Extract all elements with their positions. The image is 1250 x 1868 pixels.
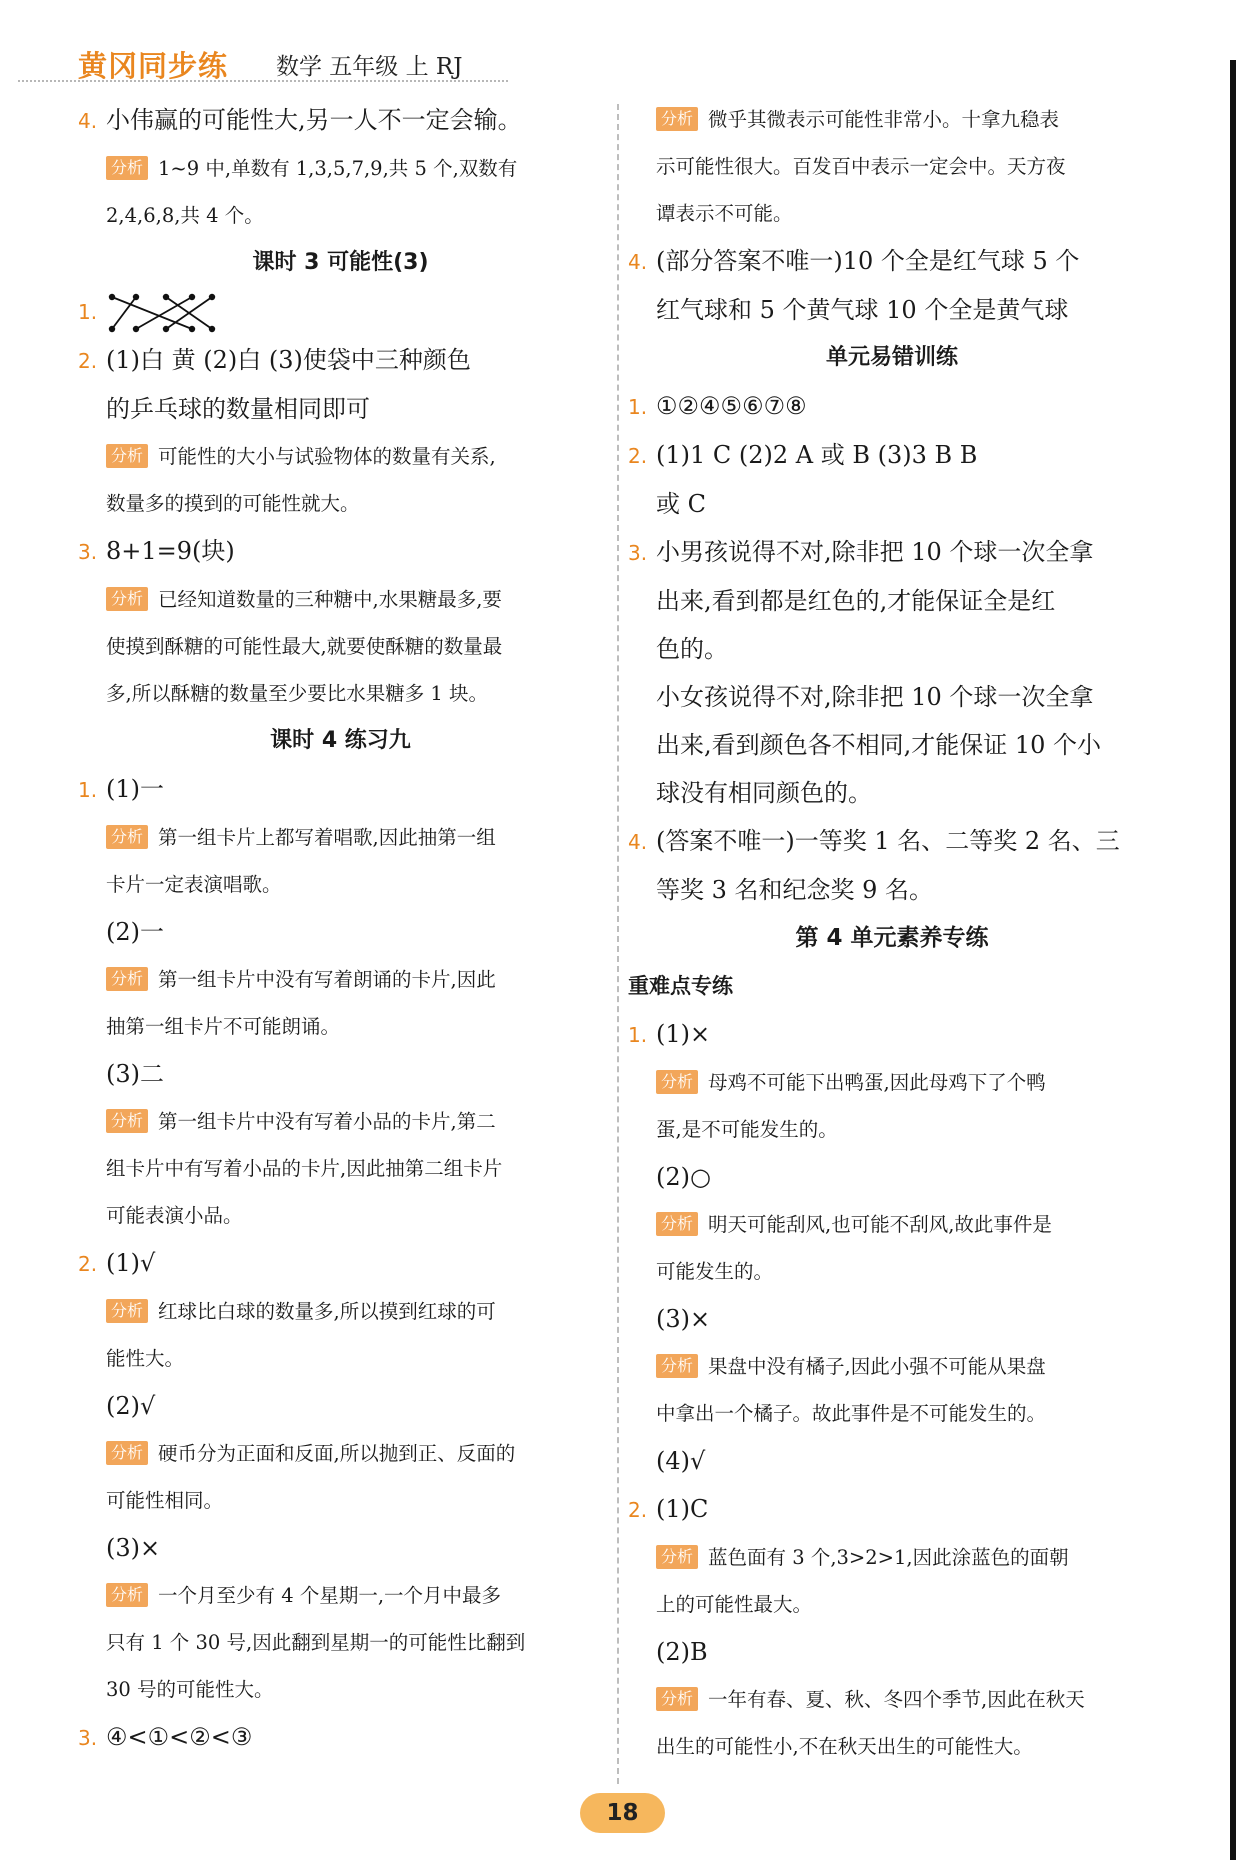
analysis-line (628, 1248, 1156, 1295)
analysis-line (78, 670, 603, 717)
answer-line (628, 721, 1156, 769)
analysis-line (78, 861, 603, 908)
analysis-text: 中拿出一个橘子。故此事件是不可能发生的。 (656, 1402, 1047, 1425)
answer-text: 或 C (656, 490, 706, 518)
answer-text: (4)√ (656, 1447, 706, 1475)
answer-text: (1)一 (106, 775, 164, 803)
analysis-text: 谭表示不可能。 (656, 202, 793, 225)
analysis-text: 可能表演小品。 (106, 1204, 243, 1227)
analysis-text: 蛋,是不可能发生的。 (656, 1118, 838, 1141)
section-title (628, 962, 1156, 1010)
question-number: 3. (78, 540, 98, 564)
answer-text: 球没有相同颜色的。 (656, 779, 872, 807)
answer-line (628, 866, 1156, 914)
answer-line (78, 908, 603, 956)
analysis-line (78, 576, 603, 623)
question-number: 1. (78, 778, 98, 802)
analysis-tag: 分析 (656, 1212, 698, 1236)
analysis-text: 可能性的大小与试验物体的数量有关系, (158, 445, 496, 468)
matching-dot (163, 293, 169, 299)
section-title-text: 课时 3 可能性(3) (252, 250, 429, 275)
analysis-line (78, 1477, 603, 1524)
analysis-tag: 分析 (106, 967, 148, 991)
matching-dot (133, 293, 139, 299)
answer-line (628, 1153, 1156, 1201)
section-title-text: 单元易错训练 (825, 345, 958, 370)
analysis-text: 示可能性很大。百发百中表示一定会中。天方夜 (656, 155, 1066, 178)
question-number: 3. (78, 1726, 98, 1750)
answer-text: (3)× (656, 1305, 711, 1333)
answer-text: (答案不唯一)一等奖 1 名、二等奖 2 名、三 (656, 827, 1120, 855)
analysis-tag: 分析 (106, 1441, 148, 1465)
answer-text: (部分答案不唯一)10 个全是红气球 5 个 (656, 247, 1080, 275)
analysis-text: 第一组卡片上都写着唱歌,因此抽第一组 (158, 826, 496, 849)
analysis-line (78, 956, 603, 1003)
analysis-text: 果盘中没有橘子,因此小强不可能从果盘 (708, 1355, 1046, 1378)
answer-text: 小男孩说得不对,除非把 10 个球一次全拿 (656, 538, 1094, 566)
answer-text: (1)C (656, 1495, 709, 1523)
section-title (78, 239, 603, 287)
matching-dot (209, 325, 215, 331)
analysis-text: 使摸到酥糖的可能性最大,就要使酥糖的数量最 (106, 635, 503, 658)
analysis-line (628, 1581, 1156, 1628)
analysis-line (78, 480, 603, 527)
answer-line (78, 96, 603, 145)
answer-line (628, 382, 1156, 431)
analysis-line (78, 1430, 603, 1477)
answer-line (78, 1239, 603, 1288)
analysis-text: 能性大。 (106, 1347, 185, 1370)
answer-text: ④<①<②<③ (106, 1723, 253, 1751)
answer-text: (1)白 黄 (2)白 (3)使袋中三种颜色 (106, 346, 471, 374)
answer-line (628, 1485, 1156, 1534)
answer-line (78, 1050, 603, 1098)
analysis-text: 30 号的可能性大。 (106, 1678, 274, 1701)
analysis-text: 出生的可能性小,不在秋天出生的可能性大。 (656, 1735, 1033, 1758)
section-title-text: 重难点专练 (628, 974, 733, 998)
answer-line (628, 237, 1156, 286)
analysis-text: 一年有春、夏、秋、冬四个季节,因此在秋天 (708, 1688, 1085, 1711)
answer-text: (2)一 (106, 918, 164, 946)
analysis-line (78, 1288, 603, 1335)
answer-line (628, 1437, 1156, 1485)
analysis-text: 硬币分为正面和反面,所以抛到正、反面的 (158, 1442, 516, 1465)
answer-text: 小女孩说得不对,除非把 10 个球一次全拿 (656, 683, 1094, 711)
analysis-line (78, 1003, 603, 1050)
analysis-line (78, 1335, 603, 1382)
answer-line (628, 625, 1156, 673)
question-number: 4. (628, 250, 648, 274)
answer-line (628, 817, 1156, 866)
answer-text: 等奖 3 名和纪念奖 9 名。 (656, 876, 934, 904)
analysis-text: 卡片一定表演唱歌。 (106, 873, 282, 896)
question-number: 1. (628, 1023, 648, 1047)
header-divider (18, 80, 508, 82)
analysis-line (628, 1534, 1156, 1581)
section-title-text: 课时 4 练习九 (270, 728, 411, 753)
page-number: 18 (580, 1793, 665, 1833)
analysis-text: 一个月至少有 4 个星期一,一个月中最多 (158, 1584, 502, 1607)
answer-line (78, 336, 603, 385)
analysis-line (78, 1572, 603, 1619)
analysis-text: 上的可能性最大。 (656, 1593, 813, 1616)
analysis-line (78, 1098, 603, 1145)
analysis-line (78, 1145, 603, 1192)
matching-line (136, 297, 192, 329)
answer-text: ①②④⑤⑥⑦⑧ (656, 392, 807, 420)
analysis-line (78, 145, 603, 192)
analysis-tag: 分析 (106, 156, 148, 180)
question-number: 1. (78, 300, 98, 324)
question-number: 4. (628, 830, 648, 854)
analysis-text: 第一组卡片中没有写着小品的卡片,第二 (158, 1110, 496, 1133)
section-title (628, 914, 1156, 962)
analysis-line (628, 1106, 1156, 1153)
analysis-line (628, 1059, 1156, 1106)
answer-text: 出来,看到颜色各不相同,才能保证 10 个小 (656, 731, 1102, 759)
analysis-line (78, 1666, 603, 1713)
analysis-tag: 分析 (106, 1583, 148, 1607)
analysis-tag: 分析 (106, 1299, 148, 1323)
analysis-text: 已经知道数量的三种糖中,水果糖最多,要 (158, 588, 502, 611)
answer-line (628, 769, 1156, 817)
analysis-text: 母鸡不可能下出鸭蛋,因此母鸡下了个鸭 (708, 1071, 1046, 1094)
answer-text: (1)1 C (2)2 A 或 B (3)3 B B (656, 441, 978, 469)
question-number: 3. (628, 541, 648, 565)
analysis-tag: 分析 (656, 1354, 698, 1378)
analysis-text: 数量多的摸到的可能性就大。 (106, 492, 360, 515)
section-title-text: 第 4 单元素养专练 (795, 925, 989, 951)
analysis-line (78, 433, 603, 480)
analysis-line (628, 1723, 1156, 1770)
analysis-tag: 分析 (656, 1070, 698, 1094)
question-number: 4. (78, 109, 98, 133)
answer-text: (1)× (656, 1020, 711, 1048)
matching-dot (133, 325, 139, 331)
matching-dot (189, 293, 195, 299)
analysis-line (78, 1192, 603, 1239)
answer-line (78, 1524, 603, 1572)
answer-line (78, 385, 603, 433)
analysis-text: 组卡片中有写着小品的卡片,因此抽第二组卡片 (106, 1157, 503, 1180)
matching-dot (189, 325, 195, 331)
analysis-line (628, 96, 1156, 143)
analysis-tag: 分析 (106, 587, 148, 611)
right-column (628, 96, 1156, 1770)
brand-logo: 黄冈同步练 (78, 49, 229, 83)
answer-line (78, 1713, 603, 1762)
analysis-text: 1~9 中,单数有 1,3,5,7,9,共 5 个,双数有 (158, 157, 518, 180)
analysis-tag: 分析 (656, 107, 698, 131)
answer-text: (2)○ (656, 1163, 711, 1191)
analysis-text: 只有 1 个 30 号,因此翻到星期一的可能性比翻到 (106, 1631, 526, 1654)
analysis-text: 微乎其微表示可能性非常小。十拿九稳表 (708, 108, 1060, 131)
answer-text: 8+1=9(块) (106, 537, 235, 565)
page-edge-shadow (1230, 60, 1236, 1860)
answer-line (78, 287, 603, 336)
answer-line (628, 1010, 1156, 1059)
answer-text: (3)二 (106, 1060, 164, 1088)
answer-line (628, 286, 1156, 334)
answer-line (628, 431, 1156, 480)
answer-text: 的乒乓球的数量相同即可 (106, 395, 370, 423)
analysis-text: 可能发生的。 (656, 1260, 774, 1283)
answer-line (78, 1382, 603, 1430)
analysis-line (78, 814, 603, 861)
analysis-line (628, 1676, 1156, 1723)
matching-lines-diagram (106, 291, 218, 335)
answer-line (628, 1628, 1156, 1676)
subject-label: 数学 五年级 上 RJ (276, 54, 463, 80)
analysis-text: 可能性相同。 (106, 1489, 224, 1512)
analysis-text: 多,所以酥糖的数量至少要比水果糖多 1 块。 (106, 682, 489, 705)
analysis-tag: 分析 (106, 1109, 148, 1133)
analysis-line (628, 1343, 1156, 1390)
question-number: 2. (78, 1252, 98, 1276)
analysis-line (628, 143, 1156, 190)
answer-text: 出来,看到都是红色的,才能保证全是红 (656, 587, 1056, 615)
answer-text: (2)B (656, 1638, 708, 1666)
answer-line (628, 528, 1156, 577)
analysis-line (78, 1619, 603, 1666)
answer-line (628, 480, 1156, 528)
answer-line (78, 527, 603, 576)
left-column (78, 96, 603, 1762)
analysis-text: 抽第一组卡片不可能朗诵。 (106, 1015, 341, 1038)
analysis-line (628, 1201, 1156, 1248)
matching-dot (109, 293, 115, 299)
matching-dot (109, 325, 115, 331)
section-title (78, 717, 603, 765)
analysis-line (628, 190, 1156, 237)
analysis-tag: 分析 (106, 825, 148, 849)
answer-text: (2)√ (106, 1392, 156, 1420)
answer-text: (3)× (106, 1534, 161, 1562)
question-number: 2. (78, 349, 98, 373)
answer-line (628, 1295, 1156, 1343)
analysis-text: 明天可能刮风,也可能不刮风,故此事件是 (708, 1213, 1052, 1236)
analysis-line (78, 623, 603, 670)
analysis-line (628, 1390, 1156, 1437)
answer-line (628, 577, 1156, 625)
answer-text: 色的。 (656, 635, 728, 663)
question-number: 2. (628, 1498, 648, 1522)
section-title (628, 334, 1156, 382)
analysis-tag: 分析 (106, 444, 148, 468)
column-divider (617, 104, 619, 1784)
answer-text: (1)√ (106, 1249, 156, 1277)
answer-line (78, 765, 603, 814)
answer-line (628, 673, 1156, 721)
analysis-line (78, 192, 603, 239)
question-number: 2. (628, 444, 648, 468)
answer-text: 小伟赢的可能性大,另一人不一定会输。 (106, 106, 522, 134)
matching-dot (209, 293, 215, 299)
analysis-tag: 分析 (656, 1687, 698, 1711)
analysis-text: 2,4,6,8,共 4 个。 (106, 204, 264, 227)
answer-text: 红气球和 5 个黄气球 10 个全是黄气球 (656, 296, 1069, 324)
matching-dot (163, 325, 169, 331)
analysis-text: 红球比白球的数量多,所以摸到红球的可 (158, 1300, 496, 1323)
analysis-text: 第一组卡片中没有写着朗诵的卡片,因此 (158, 968, 496, 991)
analysis-tag: 分析 (656, 1545, 698, 1569)
analysis-text: 蓝色面有 3 个,3>2>1,因此涂蓝色的面朝 (708, 1546, 1069, 1569)
question-number: 1. (628, 395, 648, 419)
